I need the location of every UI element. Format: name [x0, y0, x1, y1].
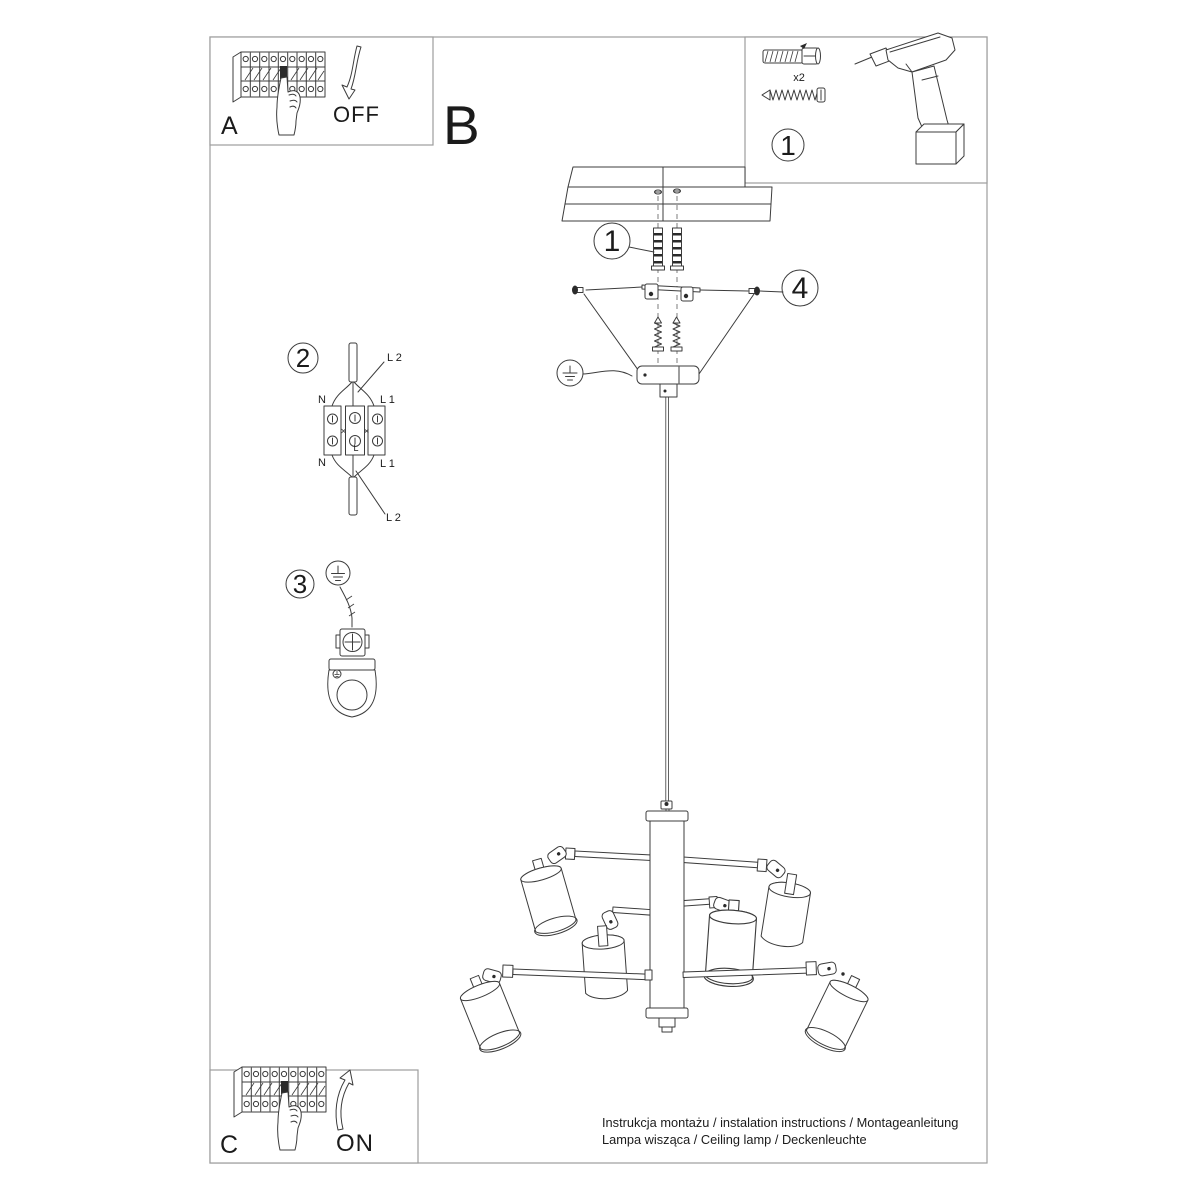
section-a-label: A — [221, 112, 238, 140]
on-label: ON — [336, 1130, 374, 1157]
step-1-ceiling-number: 1 — [603, 225, 621, 258]
wiring-n-bottom-label: N — [318, 457, 326, 469]
section-c-label: C — [220, 1131, 239, 1159]
step-1-number: 1 — [780, 130, 796, 161]
section-b-label: B — [443, 94, 480, 156]
footer-line-2: Lampa wisząca / Ceiling lamp / Deckenleuchte — [602, 1132, 867, 1147]
footer-line-1: Instrukcja montażu / instalation instructions / Montageanleitung — [602, 1115, 959, 1130]
step-1-badge — [772, 129, 804, 161]
wall-plug-right — [671, 228, 684, 270]
wall-plug-left — [652, 228, 665, 270]
wiring-live-label: L — [353, 443, 359, 453]
lamp-body — [646, 811, 688, 1032]
supply-cable-top — [349, 343, 357, 382]
wiring-l2-bottom-label: L 2 — [386, 512, 401, 524]
wiring-l1-bottom-label: L 1 — [380, 458, 395, 470]
ceiling-boards — [562, 167, 772, 221]
step-3-badge — [286, 569, 314, 599]
step-3-number: 3 — [292, 569, 308, 599]
step-2-badge — [288, 343, 318, 373]
strain-relief-body — [328, 659, 377, 717]
off-label: OFF — [333, 102, 380, 127]
wiring-l1-top-label: L 1 — [380, 394, 395, 406]
step-2-number: 2 — [295, 343, 311, 373]
ground-symbol-icon — [326, 561, 350, 585]
anchor-qty-label: x2 — [793, 72, 805, 84]
wiring-l2-top-label: L 2 — [387, 352, 402, 364]
step-4-number: 4 — [791, 272, 809, 305]
supply-cable-bottom — [349, 477, 357, 515]
wiring-n-top-label: N — [318, 394, 326, 406]
cable-clamp — [336, 629, 369, 656]
